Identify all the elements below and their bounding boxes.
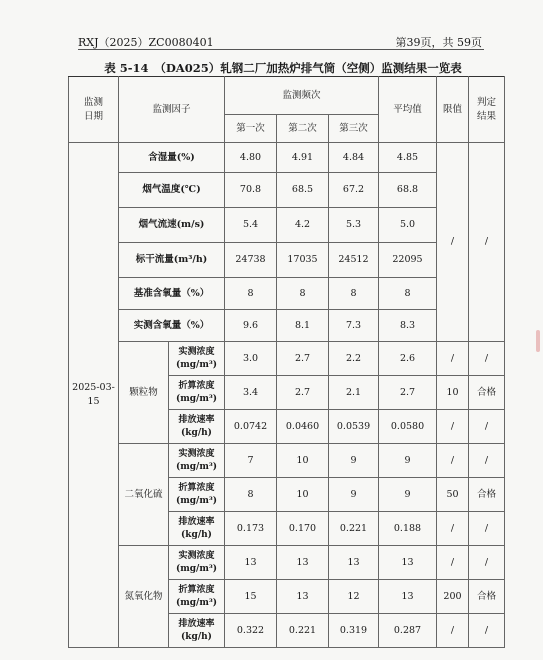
table-row — [69, 342, 505, 376]
value-third: 4.84 — [329, 143, 379, 173]
value-average: 0.188 — [379, 512, 437, 546]
value-second: 2.7 — [277, 376, 329, 410]
value-third: 2.1 — [329, 376, 379, 410]
value-second: 8.1 — [277, 310, 329, 342]
value-second: 10 — [277, 444, 329, 478]
page-number: 第39页，共 59页 — [395, 36, 482, 49]
value-second: 0.170 — [277, 512, 329, 546]
value-third: 67.2 — [329, 173, 379, 208]
value-average: 0.0580 — [379, 410, 437, 444]
limit-value: / — [437, 444, 469, 478]
value-average: 8.3 — [379, 310, 437, 342]
limit-value: / — [437, 614, 469, 648]
value-second: 0.221 — [277, 614, 329, 648]
parameter-name: 排放速率 (kg/h) — [169, 410, 225, 444]
value-average: 5.0 — [379, 208, 437, 243]
value-third: 0.319 — [329, 614, 379, 648]
monitoring-date: 2025-03-15 — [69, 143, 119, 648]
factor-name: 烟气温度(℃) — [119, 173, 225, 208]
header-frequency: 监测频次 — [225, 77, 379, 115]
value-first: 3.0 — [225, 342, 277, 376]
judge-result: 合格 — [469, 580, 505, 614]
limit-value: / — [437, 342, 469, 376]
limit-value: / — [437, 546, 469, 580]
value-first: 9.6 — [225, 310, 277, 342]
table-row — [69, 143, 505, 173]
value-average: 13 — [379, 546, 437, 580]
value-average: 2.6 — [379, 342, 437, 376]
factor-name: 基准含氧量（%） — [119, 278, 225, 310]
judge-result: / — [469, 143, 505, 342]
factor-name: 烟气流速(m/s) — [119, 208, 225, 243]
pollutant-name: 颗粒物 — [119, 342, 169, 444]
value-average: 9 — [379, 478, 437, 512]
table-title: 表 5-14 （DA025）轧钢二厂加热炉排气筒（空侧）监测结果一览表 — [104, 61, 462, 75]
value-first: 15 — [225, 580, 277, 614]
scan-mark — [536, 330, 540, 352]
value-third: 7.3 — [329, 310, 379, 342]
value-average: 13 — [379, 580, 437, 614]
judge-result: / — [469, 512, 505, 546]
limit-value: 50 — [437, 478, 469, 512]
factor-name: 含湿量(%) — [119, 143, 225, 173]
judge-result: / — [469, 614, 505, 648]
value-first: 4.80 — [225, 143, 277, 173]
value-first: 8 — [225, 478, 277, 512]
table-row — [69, 546, 505, 580]
limit-value: / — [437, 512, 469, 546]
value-third: 8 — [329, 278, 379, 310]
value-third: 0.221 — [329, 512, 379, 546]
judge-result: / — [469, 546, 505, 580]
value-first: 0.0742 — [225, 410, 277, 444]
parameter-name: 折算浓度 (mg/m³) — [169, 376, 225, 410]
judge-result: 合格 — [469, 478, 505, 512]
judge-result: / — [469, 342, 505, 376]
value-first: 5.4 — [225, 208, 277, 243]
parameter-name: 实测浓度 (mg/m³) — [169, 342, 225, 376]
table-row — [69, 444, 505, 478]
value-first: 7 — [225, 444, 277, 478]
value-second: 17035 — [277, 243, 329, 278]
value-first: 70.8 — [225, 173, 277, 208]
parameter-name: 排放速率 (kg/h) — [169, 614, 225, 648]
value-second: 13 — [277, 580, 329, 614]
value-third: 24512 — [329, 243, 379, 278]
value-second: 4.2 — [277, 208, 329, 243]
value-second: 13 — [277, 546, 329, 580]
header-average: 平均值 — [379, 77, 437, 143]
value-second: 4.91 — [277, 143, 329, 173]
judge-result: / — [469, 410, 505, 444]
value-first: 24738 — [225, 243, 277, 278]
parameter-name: 排放速率 (kg/h) — [169, 512, 225, 546]
value-average: 4.85 — [379, 143, 437, 173]
value-third: 9 — [329, 444, 379, 478]
header-third: 第三次 — [329, 115, 379, 143]
value-first: 0.173 — [225, 512, 277, 546]
limit-value: / — [437, 143, 469, 342]
value-second: 10 — [277, 478, 329, 512]
value-average: 9 — [379, 444, 437, 478]
pollutant-name: 氮氧化物 — [119, 546, 169, 648]
factor-name: 标干流量(m³/h) — [119, 243, 225, 278]
value-average: 8 — [379, 278, 437, 310]
report-number: RXJ（2025）ZC0080401 — [78, 36, 214, 49]
value-first: 13 — [225, 546, 277, 580]
judge-result: 合格 — [469, 376, 505, 410]
value-second: 68.5 — [277, 173, 329, 208]
parameter-name: 实测浓度 (mg/m³) — [169, 546, 225, 580]
value-third: 9 — [329, 478, 379, 512]
value-third: 13 — [329, 546, 379, 580]
header-second: 第二次 — [277, 115, 329, 143]
header-judgement: 判定 结果 — [469, 77, 505, 143]
value-average: 0.287 — [379, 614, 437, 648]
factor-name: 实测含氧量（%） — [119, 310, 225, 342]
limit-value: 10 — [437, 376, 469, 410]
value-first: 8 — [225, 278, 277, 310]
value-first: 0.322 — [225, 614, 277, 648]
table-body — [69, 77, 505, 648]
value-third: 12 — [329, 580, 379, 614]
header-rule — [78, 49, 484, 50]
value-first: 3.4 — [225, 376, 277, 410]
limit-value: 200 — [437, 580, 469, 614]
value-second: 2.7 — [277, 342, 329, 376]
parameter-name: 实测浓度 (mg/m³) — [169, 444, 225, 478]
value-second: 8 — [277, 278, 329, 310]
pollutant-name: 二氧化硫 — [119, 444, 169, 546]
judge-result: / — [469, 444, 505, 478]
value-second: 0.0460 — [277, 410, 329, 444]
parameter-name: 折算浓度 (mg/m³) — [169, 580, 225, 614]
value-average: 2.7 — [379, 376, 437, 410]
value-average: 22095 — [379, 243, 437, 278]
header-first: 第一次 — [225, 115, 277, 143]
header-limit: 限值 — [437, 77, 469, 143]
value-third: 5.3 — [329, 208, 379, 243]
parameter-name: 折算浓度 (mg/m³) — [169, 478, 225, 512]
limit-value: / — [437, 410, 469, 444]
header-factor: 监测因子 — [119, 77, 225, 143]
value-third: 0.0539 — [329, 410, 379, 444]
value-average: 68.8 — [379, 173, 437, 208]
monitoring-results-table — [68, 76, 505, 648]
header-date: 监测 日期 — [69, 77, 119, 143]
value-third: 2.2 — [329, 342, 379, 376]
page-header — [78, 34, 482, 50]
